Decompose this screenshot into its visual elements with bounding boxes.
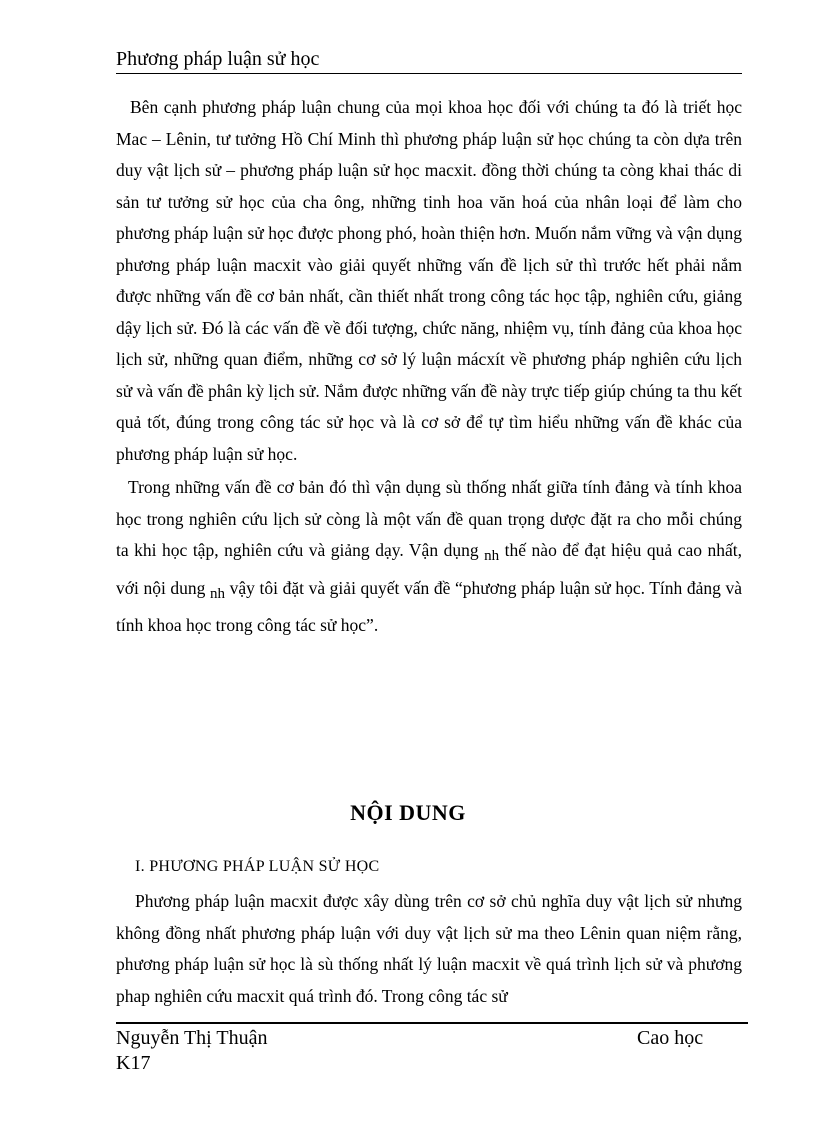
section-paragraph-1: Phương pháp luận macxit được xây dùng trên cơ sở chủ nghĩa duy vật lịch sử nhưng không đồng nhất phương pháp luận với duy vật lịch sử ma theo Lênin quan niệm rằng, phương pháp luận sử học là sù thống nhất lý luận macxit về quá trình lịch sử và phương phap nghiên cứu macxit quá trình đó. Trong công tác sử: [116, 891, 742, 1006]
footer-divider: [116, 1022, 748, 1024]
running-header: Phương pháp luận sử học: [116, 48, 320, 70]
section-heading: NỘI DUNG: [350, 800, 466, 825]
footer-degree: Cao học: [637, 1027, 704, 1049]
section-subheading: I. PHƯƠNG PHÁP LUẬN SỬ HỌC: [135, 858, 380, 875]
intro-paragraph-1: Bên cạnh phương pháp luận chung của mọi khoa học đối với chúng ta đó là triết học Mac – Lênin, tư tưởng Hồ Chí Minh thì phương pháp luận sử học chúng ta còn dựa trên duy vật lịch sử – phương pháp luận sử học macxit. đồng thời chúng ta còng khai thác di sản tư tưởng sử học của cha ông, những tinh hoa văn hoá của nhân loại để làm cho phương pháp luận sử học được phong phó, hoàn thiện hơn. Muốn nắm vững và vận dụng phương pháp luận macxit vào giải quyết những vấn đề lịch sử thì trước hết phải nắm được những vấn đề cơ bản nhất, cần thiết nhất trong công tác học tập, nghiên cứu, giảng dậy lịch sử. Đó là các vấn đề về đối tượng, chức năng, nhiệm vụ, tính đảng của khoa học lịch sử, những quan điểm, những cơ sở lý luận mácxít về phương pháp nghiên cứu lịch sử và vấn đề phân kỳ lịch sử. Nắm được những vấn đề này trực tiếp giúp chúng ta thu kết quả tốt, đúng trong công tác sử học và là cơ sở để tự tìm hiểu những vấn đề khác của phương pháp luận sử học.: [116, 97, 742, 464]
header-divider: [116, 73, 742, 74]
section-body: [116, 886, 742, 1012]
intro-paragraph-2-part-c: vậy tôi đặt và giải quyết vấn đề “phương pháp luận sử học. Tính đảng và tính khoa học trong công tác sử học”.: [116, 577, 743, 635]
intro-section: [116, 92, 742, 642]
intro-paragraph-2-part-b: thế nào để đạt hiệu quả cao nhất, với nội dung: [116, 540, 743, 598]
intro-paragraph-2: [116, 472, 742, 642]
intro-paragraph-2-part-a: Trong những vấn đề cơ bản đó thì vận dụng sù thống nhất giữa tính đảng và tính khoa học trong nghiên cứu lịch sử còng là một vấn đề quan trọng dược đặt ra cho mỗi chúng ta khi học tập, nghiên cứu và giảng dạy. Vận dụng: [116, 477, 742, 560]
subscript-nh-1: nh: [484, 548, 500, 564]
subscript-nh-2: nh: [210, 585, 226, 602]
footer-cohort: K17: [116, 1052, 151, 1074]
footer-author: Nguyễn Thị Thuận: [116, 1027, 268, 1049]
